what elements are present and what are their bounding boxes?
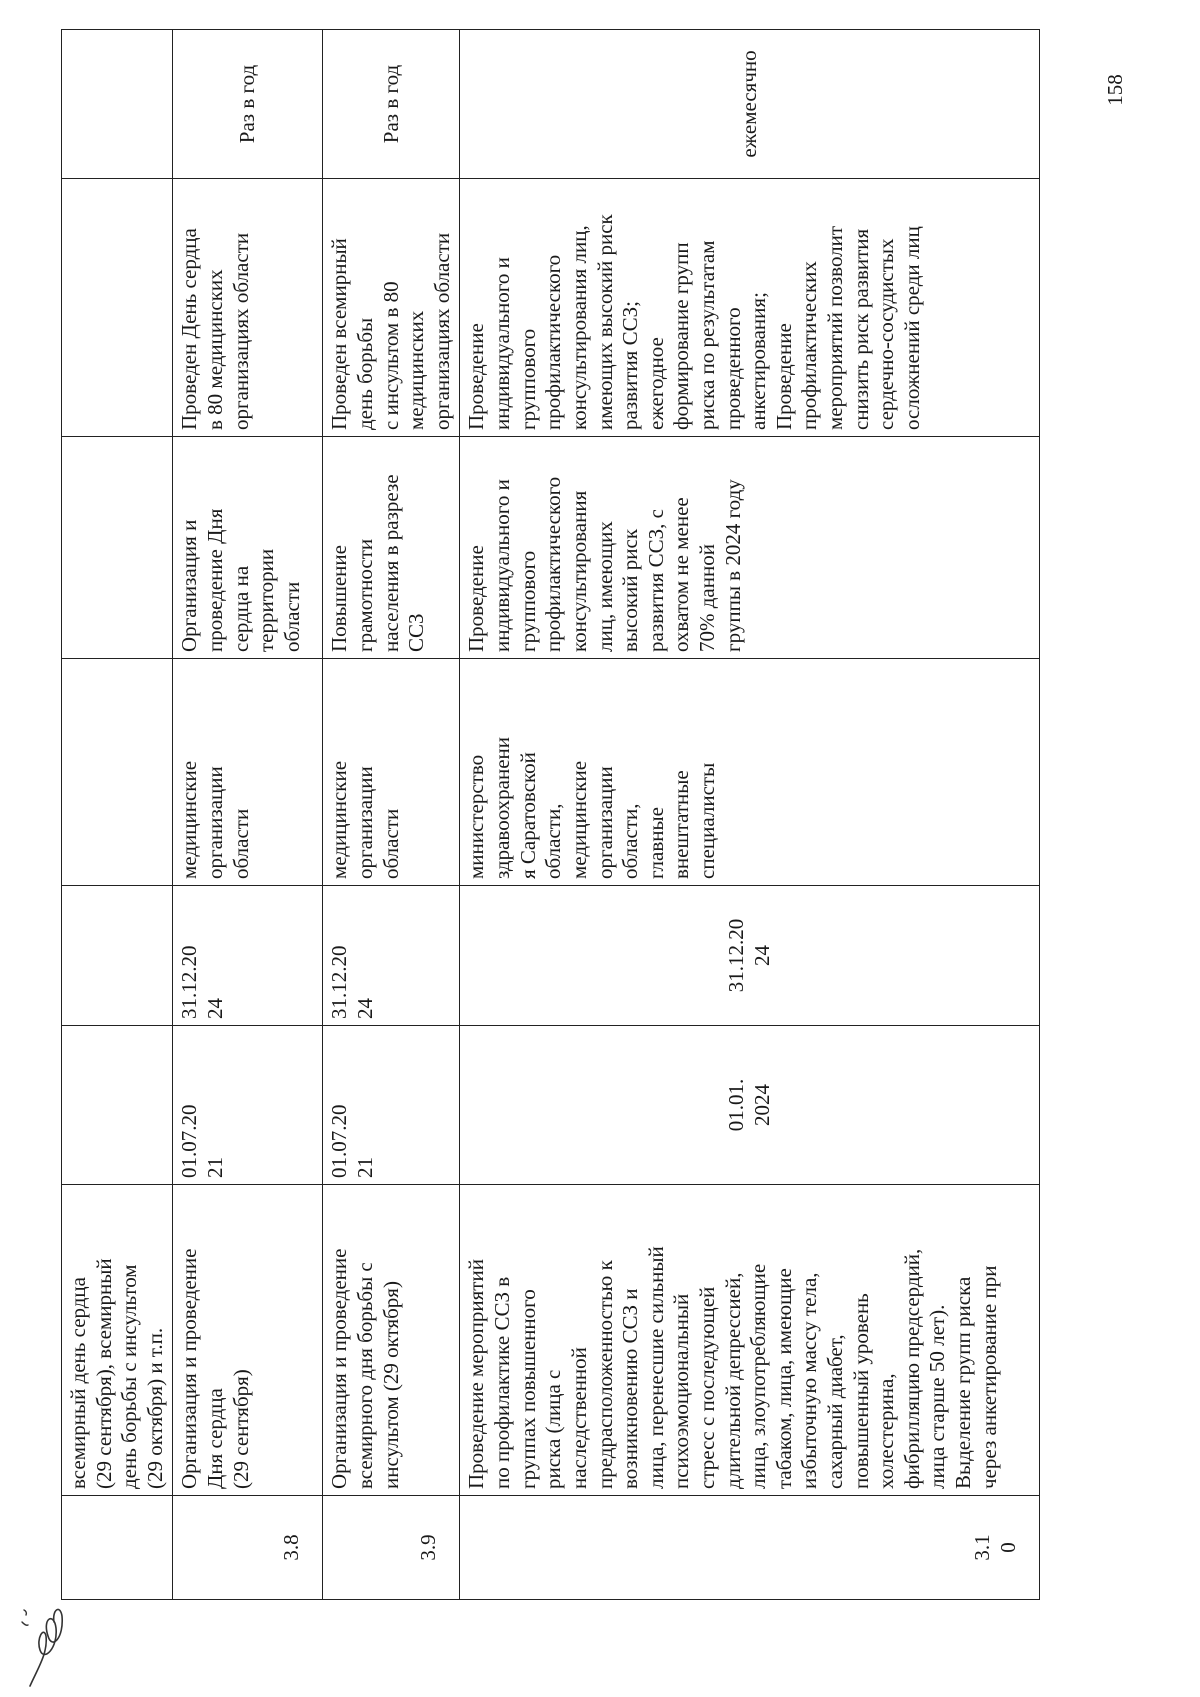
executor-cell: министерство здравоохранени я Саратовской области, медицинские организации области, главные внештатные специалисты bbox=[460, 659, 1040, 886]
activity-cell: всемирный день сердца (29 сентября), всемирный день борьбы с инсультом (29 октября) и т.п. bbox=[62, 1185, 173, 1496]
table-row bbox=[62, 30, 173, 1600]
end-date-cell: 31.12.20 24 bbox=[173, 886, 323, 1026]
executor-cell bbox=[62, 659, 173, 886]
frequency-cell: Раз в год bbox=[173, 30, 323, 179]
end-date-cell: 31.12.20 24 bbox=[460, 886, 1040, 1026]
rotated-page-content bbox=[61, 30, 1061, 1600]
row-number: 3.1 0 bbox=[460, 1496, 1040, 1600]
activities-table bbox=[61, 29, 1040, 1600]
frequency-cell: Раз в год bbox=[323, 30, 460, 179]
result-cell bbox=[62, 437, 173, 659]
indicator-cell: Проведен День сердца в 80 медицинских организациях области bbox=[173, 179, 323, 437]
activity-cell: Организация и проведение всемирного дня борьбы с инсультом (29 октября) bbox=[323, 1185, 460, 1496]
result-cell: Организация и проведение Дня сердца на территории области bbox=[173, 437, 323, 659]
row-number: 3.9 bbox=[323, 1496, 460, 1600]
table-row bbox=[460, 30, 1040, 1600]
page-number: 158 bbox=[1103, 74, 1127, 106]
executor-cell: медицинские организации области bbox=[323, 659, 460, 886]
row-number bbox=[62, 1496, 173, 1600]
indicator-cell: Проведен всемирный день борьбы с инсультом в 80 медицинских организациях области bbox=[323, 179, 460, 437]
start-date-cell: 01.07.20 21 bbox=[323, 1026, 460, 1185]
result-cell: Повышение грамотности населения в разрезе ССЗ bbox=[323, 437, 460, 659]
row-number: 3.8 bbox=[173, 1496, 323, 1600]
activity-cell: Проведение мероприятий по профилактике ССЗ в группах повышенного риска (лица с наследственной предрасположенностью к возникновению ССЗ и лица, перенесшие сильный психоэмоциональный стресс с последующей длительной депрессией, лица, злоупотребляющие табаком, лица, имеющие избыточную массу тела, сахарный диабет, повышенный уровень холестерина, фибрилляцию предсердий, лица старше 50 лет). Выделение групп риска через анкетирование при bbox=[460, 1185, 1040, 1496]
executor-cell: медицинские организации области bbox=[173, 659, 323, 886]
result-cell: Проведение индивидуального и группового профилактического консультирования лиц, имеющих высокий риск развития ССЗ, с охватом не менее 70% данной группы в 2024 году bbox=[460, 437, 1040, 659]
table-row bbox=[173, 30, 323, 1600]
indicator-cell bbox=[62, 179, 173, 437]
frequency-cell: ежемесячно bbox=[460, 30, 1040, 179]
start-date-cell: 01.01. 2024 bbox=[460, 1026, 1040, 1185]
activity-cell: Организация и проведение Дня сердца (29 сентября) bbox=[173, 1185, 323, 1496]
frequency-cell bbox=[62, 30, 173, 179]
start-date-cell: 01.07.20 21 bbox=[173, 1026, 323, 1185]
end-date-cell bbox=[62, 886, 173, 1026]
start-date-cell bbox=[62, 1026, 173, 1185]
indicator-cell: Проведение индивидуального и группового профилактического консультирования лиц, имеющих высокий риск развития ССЗ; ежегодное формирование групп риска по результатам проведенного анкетирования; Проведение профилактических мероприятий позволит снизить риск развития сердечно-сосудистых осложнений среди лиц bbox=[460, 179, 1040, 437]
handwritten-signature bbox=[18, 1598, 70, 1688]
end-date-cell: 31.12.20 24 bbox=[323, 886, 460, 1026]
table-row bbox=[323, 30, 460, 1600]
